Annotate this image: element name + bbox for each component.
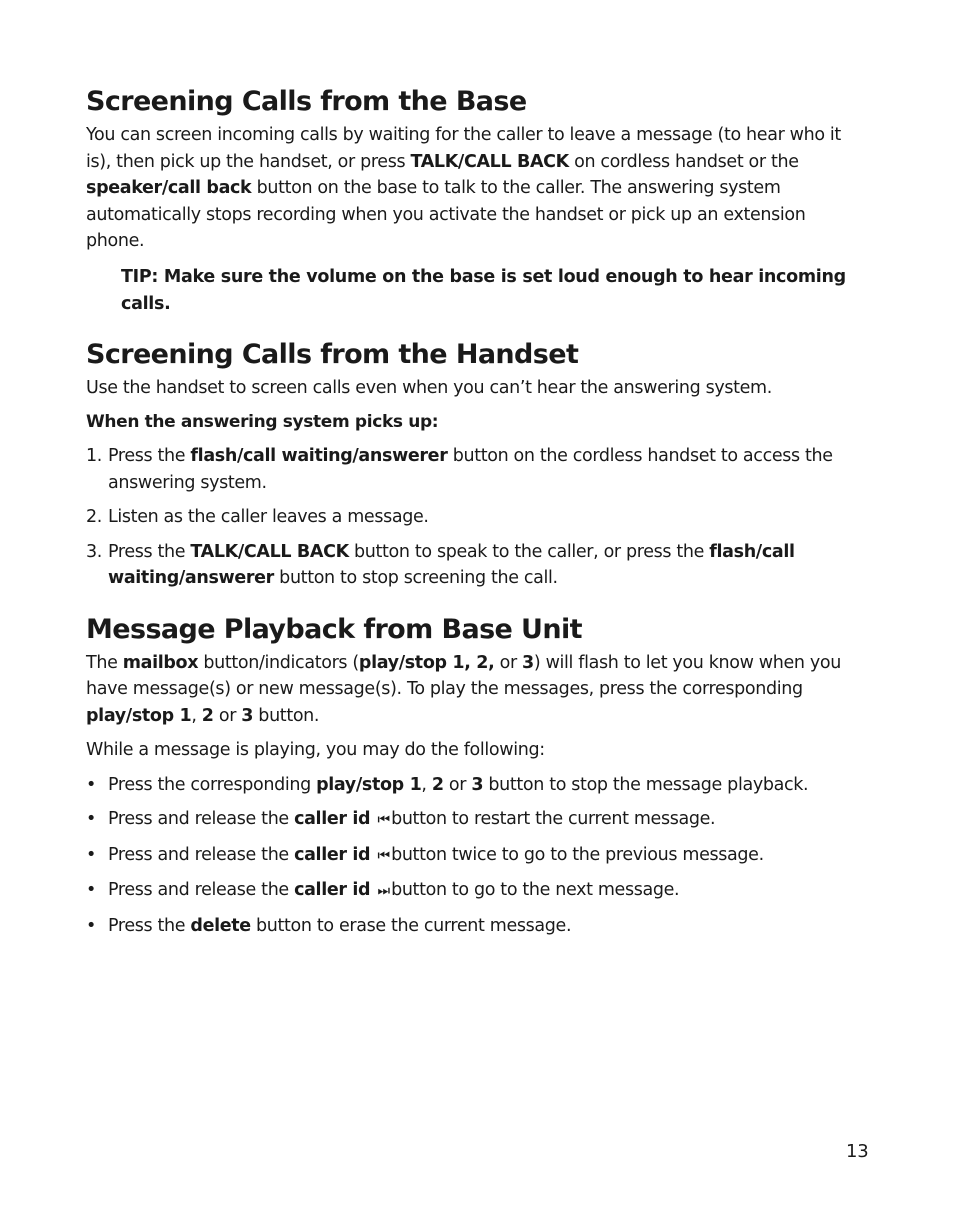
step-number: 3.: [86, 541, 102, 562]
tip-volume: TIP: Make sure the volume on the base is set loud enough to hear incoming calls.: [121, 266, 846, 314]
list-item: • Press the corresponding play/stop 1, 2 or 3 button to stop the message playback.: [86, 772, 861, 799]
list-item: • Press the delete button to erase the current message.: [86, 913, 861, 940]
section-message-playback: [86, 610, 861, 940]
paragraph-handset-intro: Use the handset to screen calls even when you can’t hear the answering system.: [86, 377, 772, 398]
steps-list: [86, 443, 861, 592]
skip-previous-icon: ⏮: [377, 812, 388, 828]
heading-screening-handset: Screening Calls from the Handset: [86, 338, 579, 370]
list-item: • Press and release the caller id ⏭ button to go to the next message.: [86, 877, 861, 905]
bullet-marker: •: [86, 809, 96, 829]
list-item: 2. Listen as the caller leaves a message.: [86, 504, 861, 531]
subheading-picks-up: When the answering system picks up:: [86, 412, 439, 432]
heading-screening-base: Screening Calls from the Base: [86, 86, 527, 117]
paragraph-while-playing: While a message is playing, you may do the following:: [86, 740, 545, 760]
step-number: 2.: [86, 507, 102, 527]
section-screening-base: [86, 82, 861, 318]
list-item: 3. Press the TALK/CALL BACK button to speak to the caller, or press the flash/call waiting/answerer button to stop screening the call.: [86, 539, 861, 592]
bullet-marker: •: [86, 844, 96, 865]
list-item: 1. Press the flash/call waiting/answerer button on the cordless handset to access the answering system.: [86, 443, 861, 496]
paragraph-mailbox: The mailbox button/indicators (play/stop 1, 2, or 3) will flash to let you know when you have message(s) or new message(s). To play the messages, press the corresponding play/stop 1, 2 or 3 button.: [86, 652, 841, 726]
step-number: 1.: [86, 446, 102, 466]
manual-page: [86, 82, 861, 939]
page-number: 13: [846, 1141, 869, 1162]
section-screening-handset: [86, 335, 861, 592]
bullet-marker: •: [86, 774, 96, 795]
bullet-marker: •: [86, 915, 96, 936]
list-item: • Press and release the caller id ⏮ button twice to go to the previous message.: [86, 842, 861, 870]
paragraph-screening-base: You can screen incoming calls by waiting for the caller to leave a message (to hear who it is), then pick up the handset, or press TALK/CALL BACK on cordless handset or the speaker/call back button on the base to talk to the caller. The answering system automatically stops recording when you activate the handset or pick up an extension phone.: [86, 125, 841, 251]
bullet-marker: •: [86, 880, 96, 900]
playback-options-list: [86, 772, 861, 940]
list-item: • Press and release the caller id ⏮ button to restart the current message.: [86, 806, 861, 834]
skip-next-icon: ⏭: [377, 883, 388, 899]
skip-previous-icon: ⏮: [377, 847, 388, 864]
heading-message-playback: Message Playback from Base Unit: [86, 613, 582, 645]
